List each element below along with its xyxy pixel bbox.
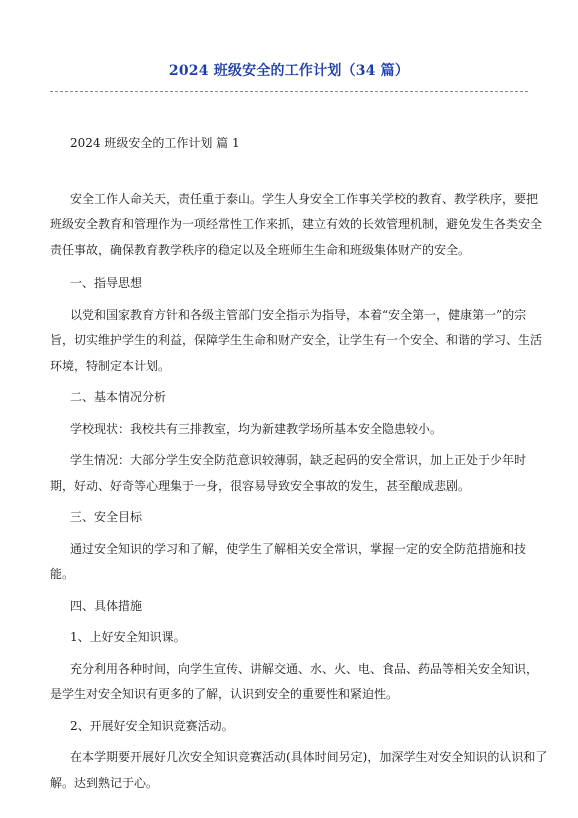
heading-safety-goals: 三、安全目标 <box>70 510 143 524</box>
document-body <box>50 131 548 796</box>
measure-1-paragraph: 充分利用各种时间，向学生宣传、讲解交通、水、火、电、食品、药品等相关安全知识，是学生对安全知识有更多的了解，认识到安全的重要性和紧迫性。 <box>50 661 539 701</box>
measure-2-paragraph: 在本学期要开展好几次安全知识竞赛活动(具体时间另定)，加深学生对安全知识的认识和了解。达到熟记于心。 <box>50 750 548 790</box>
measure-1-heading: 1、上好安全知识课。 <box>70 630 186 644</box>
intro-paragraph: 安全工作人命关天，责任重于泰山。学生人身安全工作事关学校的教育、教学秩序，要把班级安全教育和管理作为一项经常性工作来抓，建立有效的长效管理机制，避免发生各类安全责任事故，确保教育教学秩序的稳定以及全班师生生命和班级集体财产的安全。 <box>50 191 543 257</box>
paragraph-safety-goals: 通过安全知识的学习和了解，使学生了解相关安全常识，掌握一定的安全防范措施和技能。 <box>50 541 527 581</box>
paragraph-student-status: 学生情况：大部分学生安全防范意识较薄弱，缺乏起码的安全常识，加上正处于少年时期，好动、好奇等心理集于一身，很容易导致安全事故的发生，甚至酿成悲剧。 <box>50 453 527 493</box>
paragraph-school-status: 学校现状：我校共有三排教室，均为新建教学场所基本安全隐患较小。 <box>70 421 443 436</box>
heading-guiding-ideology: 一、指导思想 <box>70 276 143 290</box>
document-title: 2024 班级安全的工作计划（34 篇） <box>168 63 410 79</box>
measure-2-heading: 2、开展好安全知识竞赛活动。 <box>70 718 234 733</box>
heading-situation-analysis: 二、基本情况分析 <box>70 390 167 404</box>
paragraph-guiding-ideology: 以党和国家教育方针和各级主管部门安全指示为指导，本着“安全第一，健康第一”的宗旨，切实维护学生的利益，保障学生生命和财产安全，让学生有一个安全、和谐的学习、生活环境，特制定本计划。 <box>50 307 543 373</box>
title-divider <box>50 91 528 92</box>
section-subtitle: 2024 班级安全的工作计划 篇 1 <box>70 136 240 150</box>
heading-specific-measures: 四、具体措施 <box>70 598 143 613</box>
